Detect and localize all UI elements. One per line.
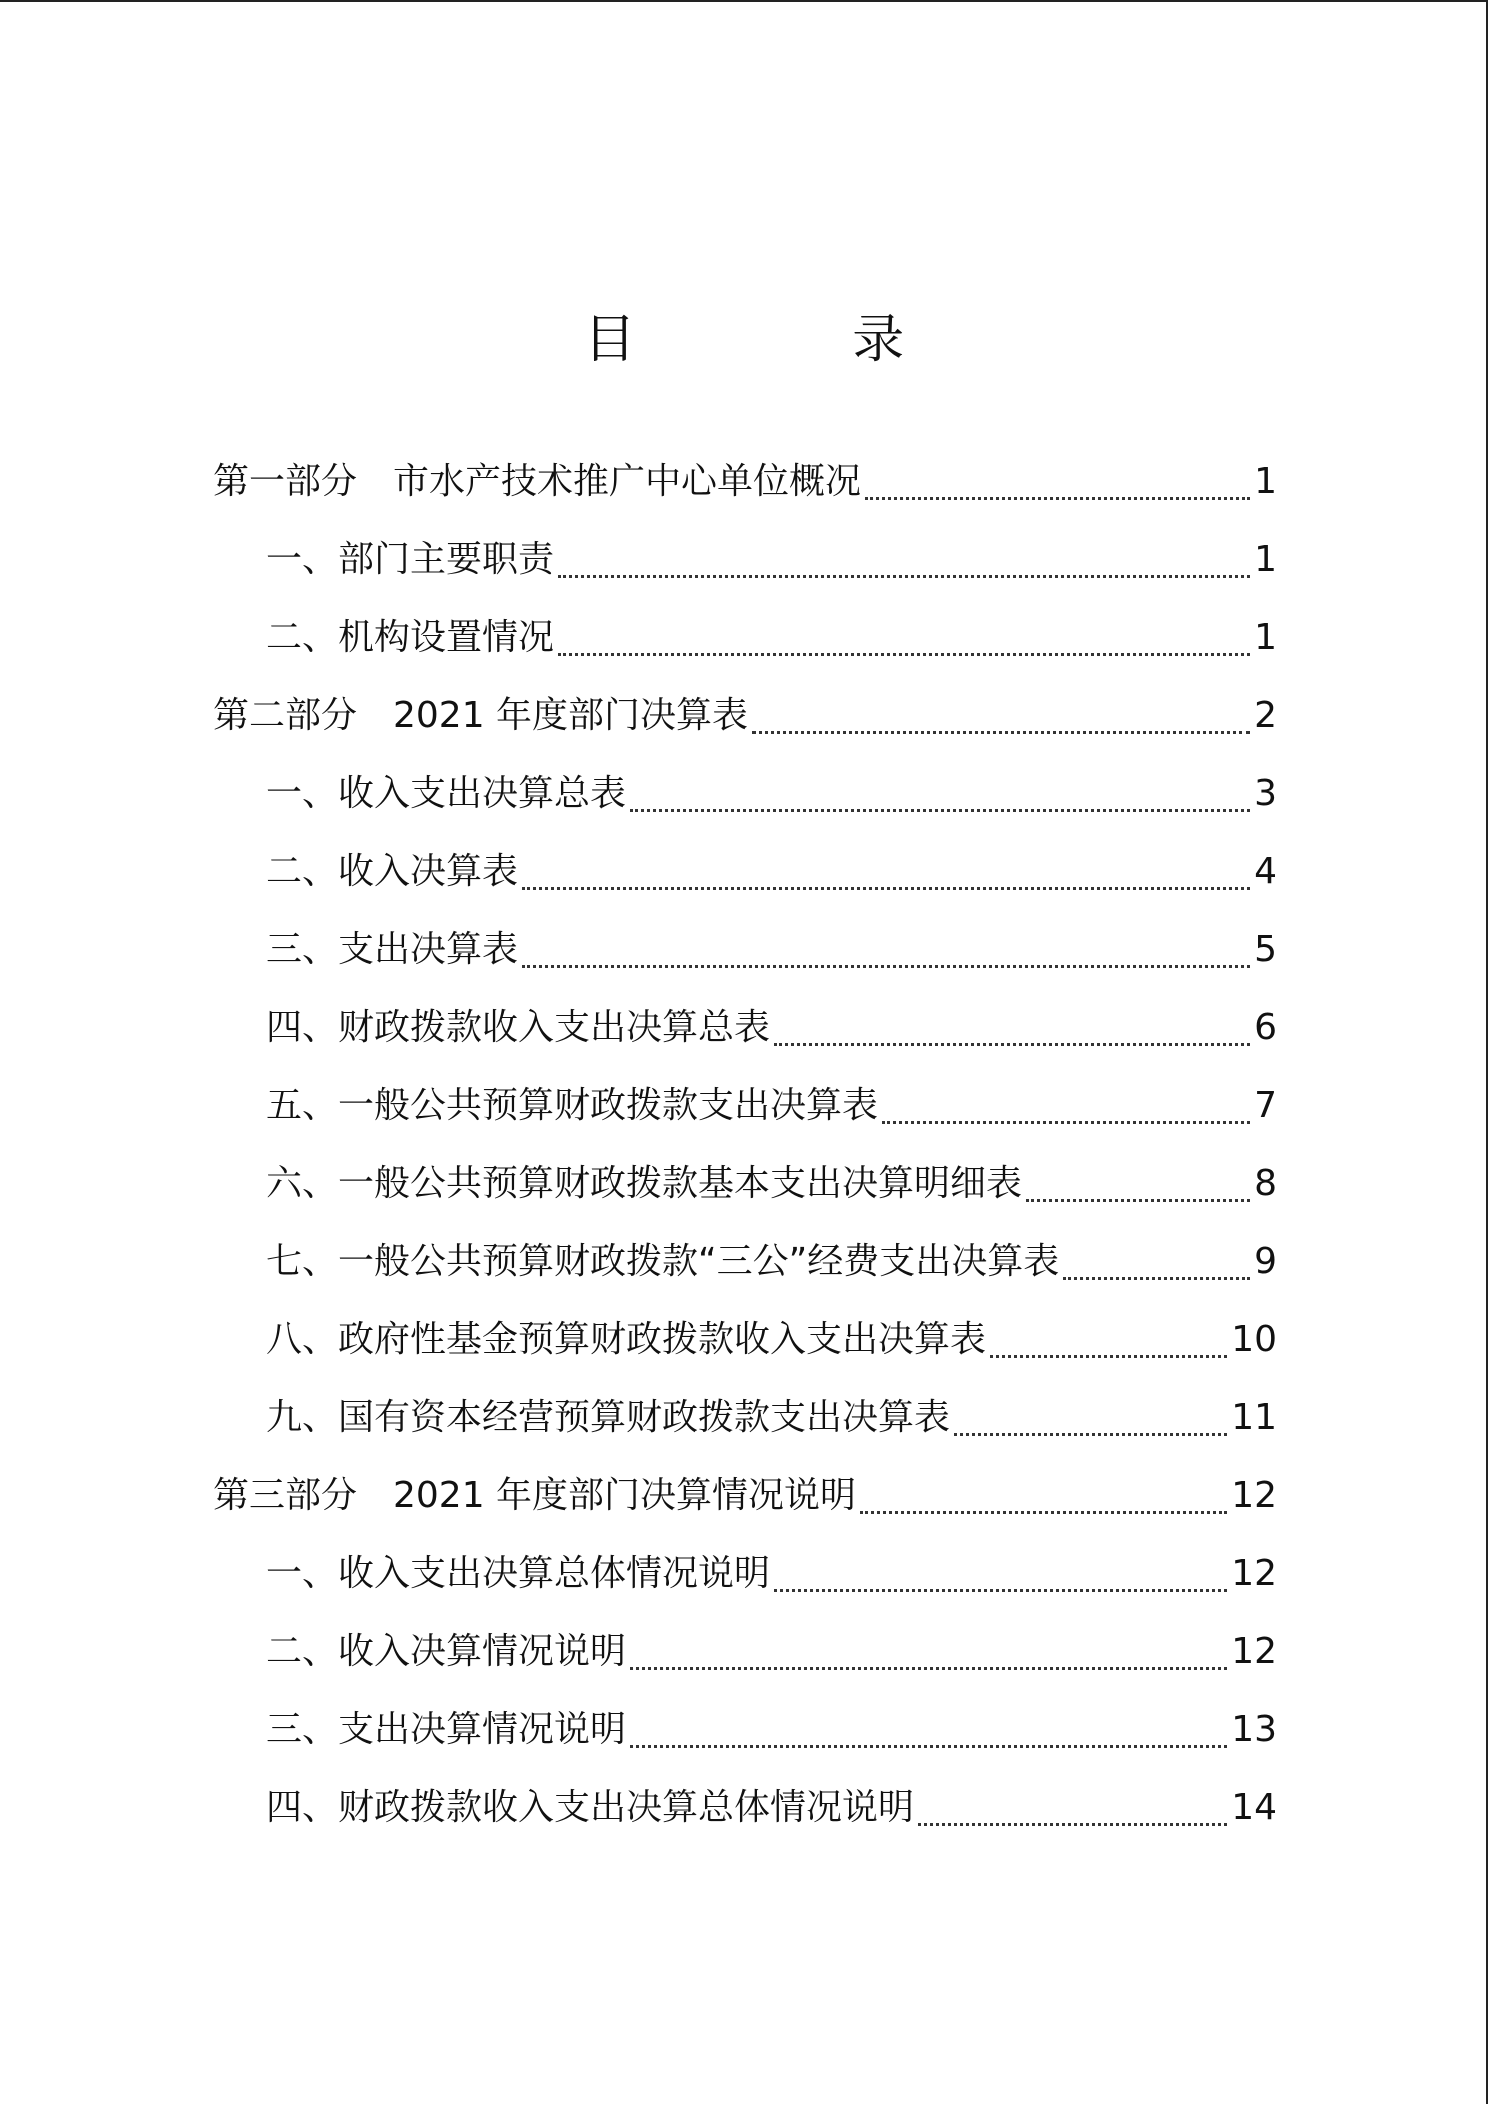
toc-entry[interactable] <box>266 530 1277 590</box>
toc-entry-label: 一、收入支出决算总体情况说明 <box>266 1553 771 1594</box>
toc-leader <box>954 1433 1227 1436</box>
toc-entry-page: 13 <box>1231 1709 1277 1750</box>
toc-entry-label: 八、政府性基金预算财政拨款收入支出决算表 <box>266 1319 987 1360</box>
toc-entry-page: 1 <box>1254 617 1277 658</box>
toc-entry-label: 二、收入决算情况说明 <box>266 1631 627 1672</box>
toc-entry-label: 一、部门主要职责 <box>266 539 555 580</box>
toc-entry-page: 2 <box>1254 695 1277 736</box>
toc-entry[interactable] <box>266 1622 1277 1682</box>
toc-entry[interactable] <box>266 1232 1277 1292</box>
toc-entry-page: 3 <box>1254 773 1277 814</box>
toc-entry-label: 五、一般公共预算财政拨款支出决算表 <box>266 1085 879 1126</box>
toc-entry-label: 四、财政拨款收入支出决算总体情况说明 <box>266 1787 915 1828</box>
page-title: 目 录 <box>583 310 1005 370</box>
toc-entry[interactable] <box>266 998 1277 1058</box>
toc-leader <box>1026 1199 1250 1202</box>
toc-entry-label: 第一部分 市水产技术推广中心单位概况 <box>213 461 862 502</box>
toc-leader <box>882 1121 1250 1124</box>
toc-entry-page: 10 <box>1231 1319 1277 1360</box>
toc-entry[interactable] <box>266 1388 1277 1448</box>
toc-leader <box>630 809 1250 812</box>
toc-leader <box>774 1043 1250 1046</box>
toc-entry-page: 1 <box>1254 461 1277 502</box>
toc-entry-label: 九、国有资本经营预算财政拨款支出决算表 <box>266 1397 951 1438</box>
toc-entry[interactable] <box>213 1466 1277 1526</box>
toc-entry-label: 第三部分 2021 年度部门决算情况说明 <box>213 1475 857 1516</box>
toc-entry-page: 7 <box>1254 1085 1277 1126</box>
toc-leader <box>865 497 1250 500</box>
toc-entry-label: 三、支出决算表 <box>266 929 519 970</box>
toc-leader <box>558 653 1250 656</box>
toc-entry-label: 七、一般公共预算财政拨款“三公”经费支出决算表 <box>266 1241 1060 1282</box>
toc-leader <box>522 887 1250 890</box>
toc-entry[interactable] <box>266 764 1277 824</box>
toc-entry-page: 11 <box>1231 1397 1277 1438</box>
toc-entry-page: 1 <box>1254 539 1277 580</box>
toc-entry[interactable] <box>266 842 1277 902</box>
toc-leader <box>558 575 1250 578</box>
toc-entry[interactable] <box>213 452 1277 512</box>
toc-leader <box>630 1745 1227 1748</box>
toc-entry-page: 9 <box>1254 1241 1277 1282</box>
toc-entry-page: 5 <box>1254 929 1277 970</box>
toc-entry[interactable] <box>266 1076 1277 1136</box>
toc-leader <box>522 965 1250 968</box>
toc-entry-page: 12 <box>1231 1475 1277 1516</box>
toc-entry[interactable] <box>266 1154 1277 1214</box>
toc-entry-page: 4 <box>1254 851 1277 892</box>
toc-entry[interactable] <box>266 1544 1277 1604</box>
toc-entry[interactable] <box>213 686 1277 746</box>
toc-entry[interactable] <box>266 608 1277 668</box>
toc-leader <box>774 1589 1227 1592</box>
page-border-top <box>0 0 1488 2</box>
toc-entry[interactable] <box>266 920 1277 980</box>
toc-entry-label: 一、收入支出决算总表 <box>266 773 627 814</box>
toc-entry-label: 第二部分 2021 年度部门决算表 <box>213 695 749 736</box>
toc-entry-page: 12 <box>1231 1631 1277 1672</box>
toc-entry-label: 四、财政拨款收入支出决算总表 <box>266 1007 771 1048</box>
toc-entry[interactable] <box>266 1778 1277 1838</box>
toc-entry-label: 三、支出决算情况说明 <box>266 1709 627 1750</box>
toc-leader <box>918 1823 1227 1826</box>
toc-entry-label: 二、收入决算表 <box>266 851 519 892</box>
toc-leader <box>860 1511 1227 1514</box>
toc-leader <box>990 1355 1227 1358</box>
toc-entry-page: 12 <box>1231 1553 1277 1594</box>
toc-entry[interactable] <box>266 1700 1277 1760</box>
toc-leader <box>630 1667 1227 1670</box>
toc-entry-label: 六、一般公共预算财政拨款基本支出决算明细表 <box>266 1163 1023 1204</box>
toc-entry-page: 14 <box>1231 1787 1277 1828</box>
toc-leader <box>752 731 1250 734</box>
toc-leader <box>1063 1277 1250 1280</box>
toc-entry-label: 二、机构设置情况 <box>266 617 555 658</box>
toc-entry-page: 8 <box>1254 1163 1277 1204</box>
toc-entry[interactable] <box>266 1310 1277 1370</box>
toc-entry-page: 6 <box>1254 1007 1277 1048</box>
